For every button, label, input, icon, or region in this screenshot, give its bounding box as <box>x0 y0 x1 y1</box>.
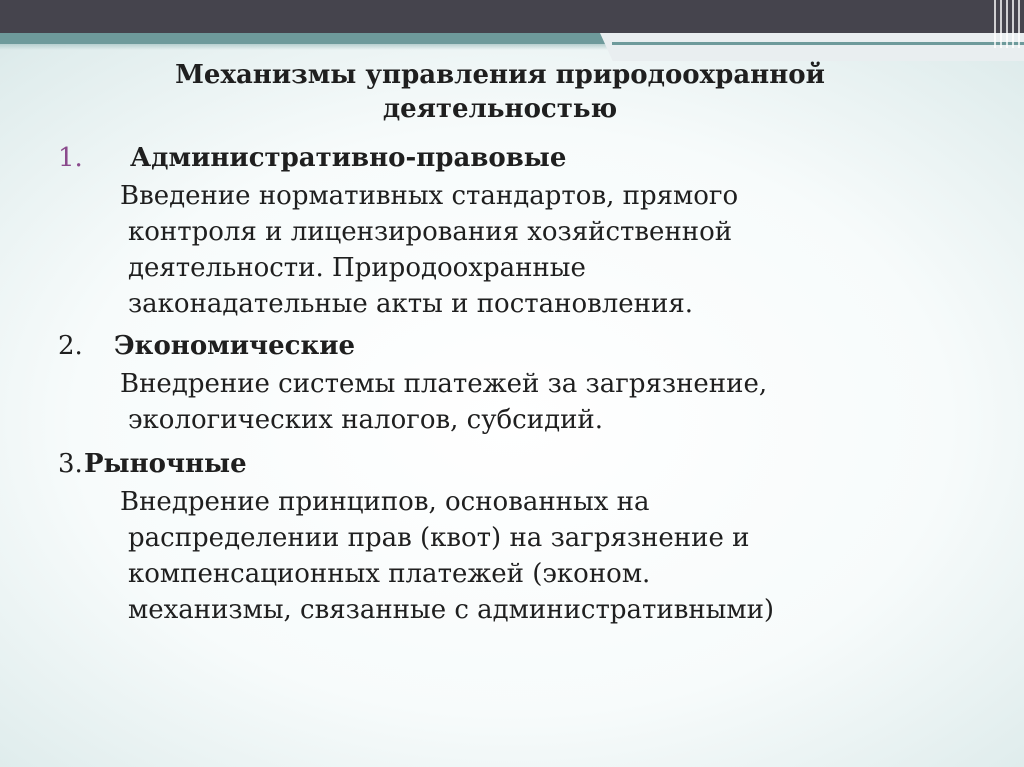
title-line-1: Механизмы управления природоохранной <box>175 60 825 90</box>
list-item-2-heading <box>58 328 938 366</box>
top-bar <box>0 0 1024 33</box>
header-tab <box>600 33 1024 61</box>
item-1-line-2: контроля и лицензирования хозяйственной <box>128 217 733 247</box>
item-3-line-1: Внедрение принципов, основанных на <box>120 487 650 517</box>
item-3-line-3: компенсационных платежей (эконом. <box>128 559 651 589</box>
decorative-lines <box>994 0 1024 48</box>
item-2-line-1: Внедрение системы платежей за загрязнение, <box>120 369 768 399</box>
item-1-line-3: деятельности. Природоохранные <box>128 253 586 283</box>
item-3-line-4: механизмы, связанные с административными) <box>128 595 775 625</box>
item-3-description <box>58 484 938 628</box>
item-1-title: Административно-правовые <box>130 143 567 173</box>
item-3-line-2: распределении прав (квот) на загрязнение и <box>128 523 750 553</box>
item-2-line-2: экологических налогов, субсидий. <box>128 405 604 435</box>
item-1-number: 1. <box>58 143 83 173</box>
item-1-description <box>58 178 938 322</box>
content <box>58 140 938 628</box>
item-1-line-1: Введение нормативных стандартов, прямого <box>120 181 739 211</box>
item-3-title: Рыночные <box>84 449 247 479</box>
title-line-2: деятельностью <box>382 94 618 124</box>
item-2-title: Экономические <box>114 331 356 361</box>
item-2-description <box>58 366 938 438</box>
item-2-number: 2. <box>58 331 83 361</box>
slide-title <box>60 58 940 126</box>
list-item-3-heading <box>58 446 938 484</box>
item-3-number: 3. <box>58 449 83 479</box>
tab-accent-line <box>612 42 1024 45</box>
list-item-1-heading <box>58 140 938 178</box>
item-1-line-4: законадательные акты и постановления. <box>128 289 694 319</box>
